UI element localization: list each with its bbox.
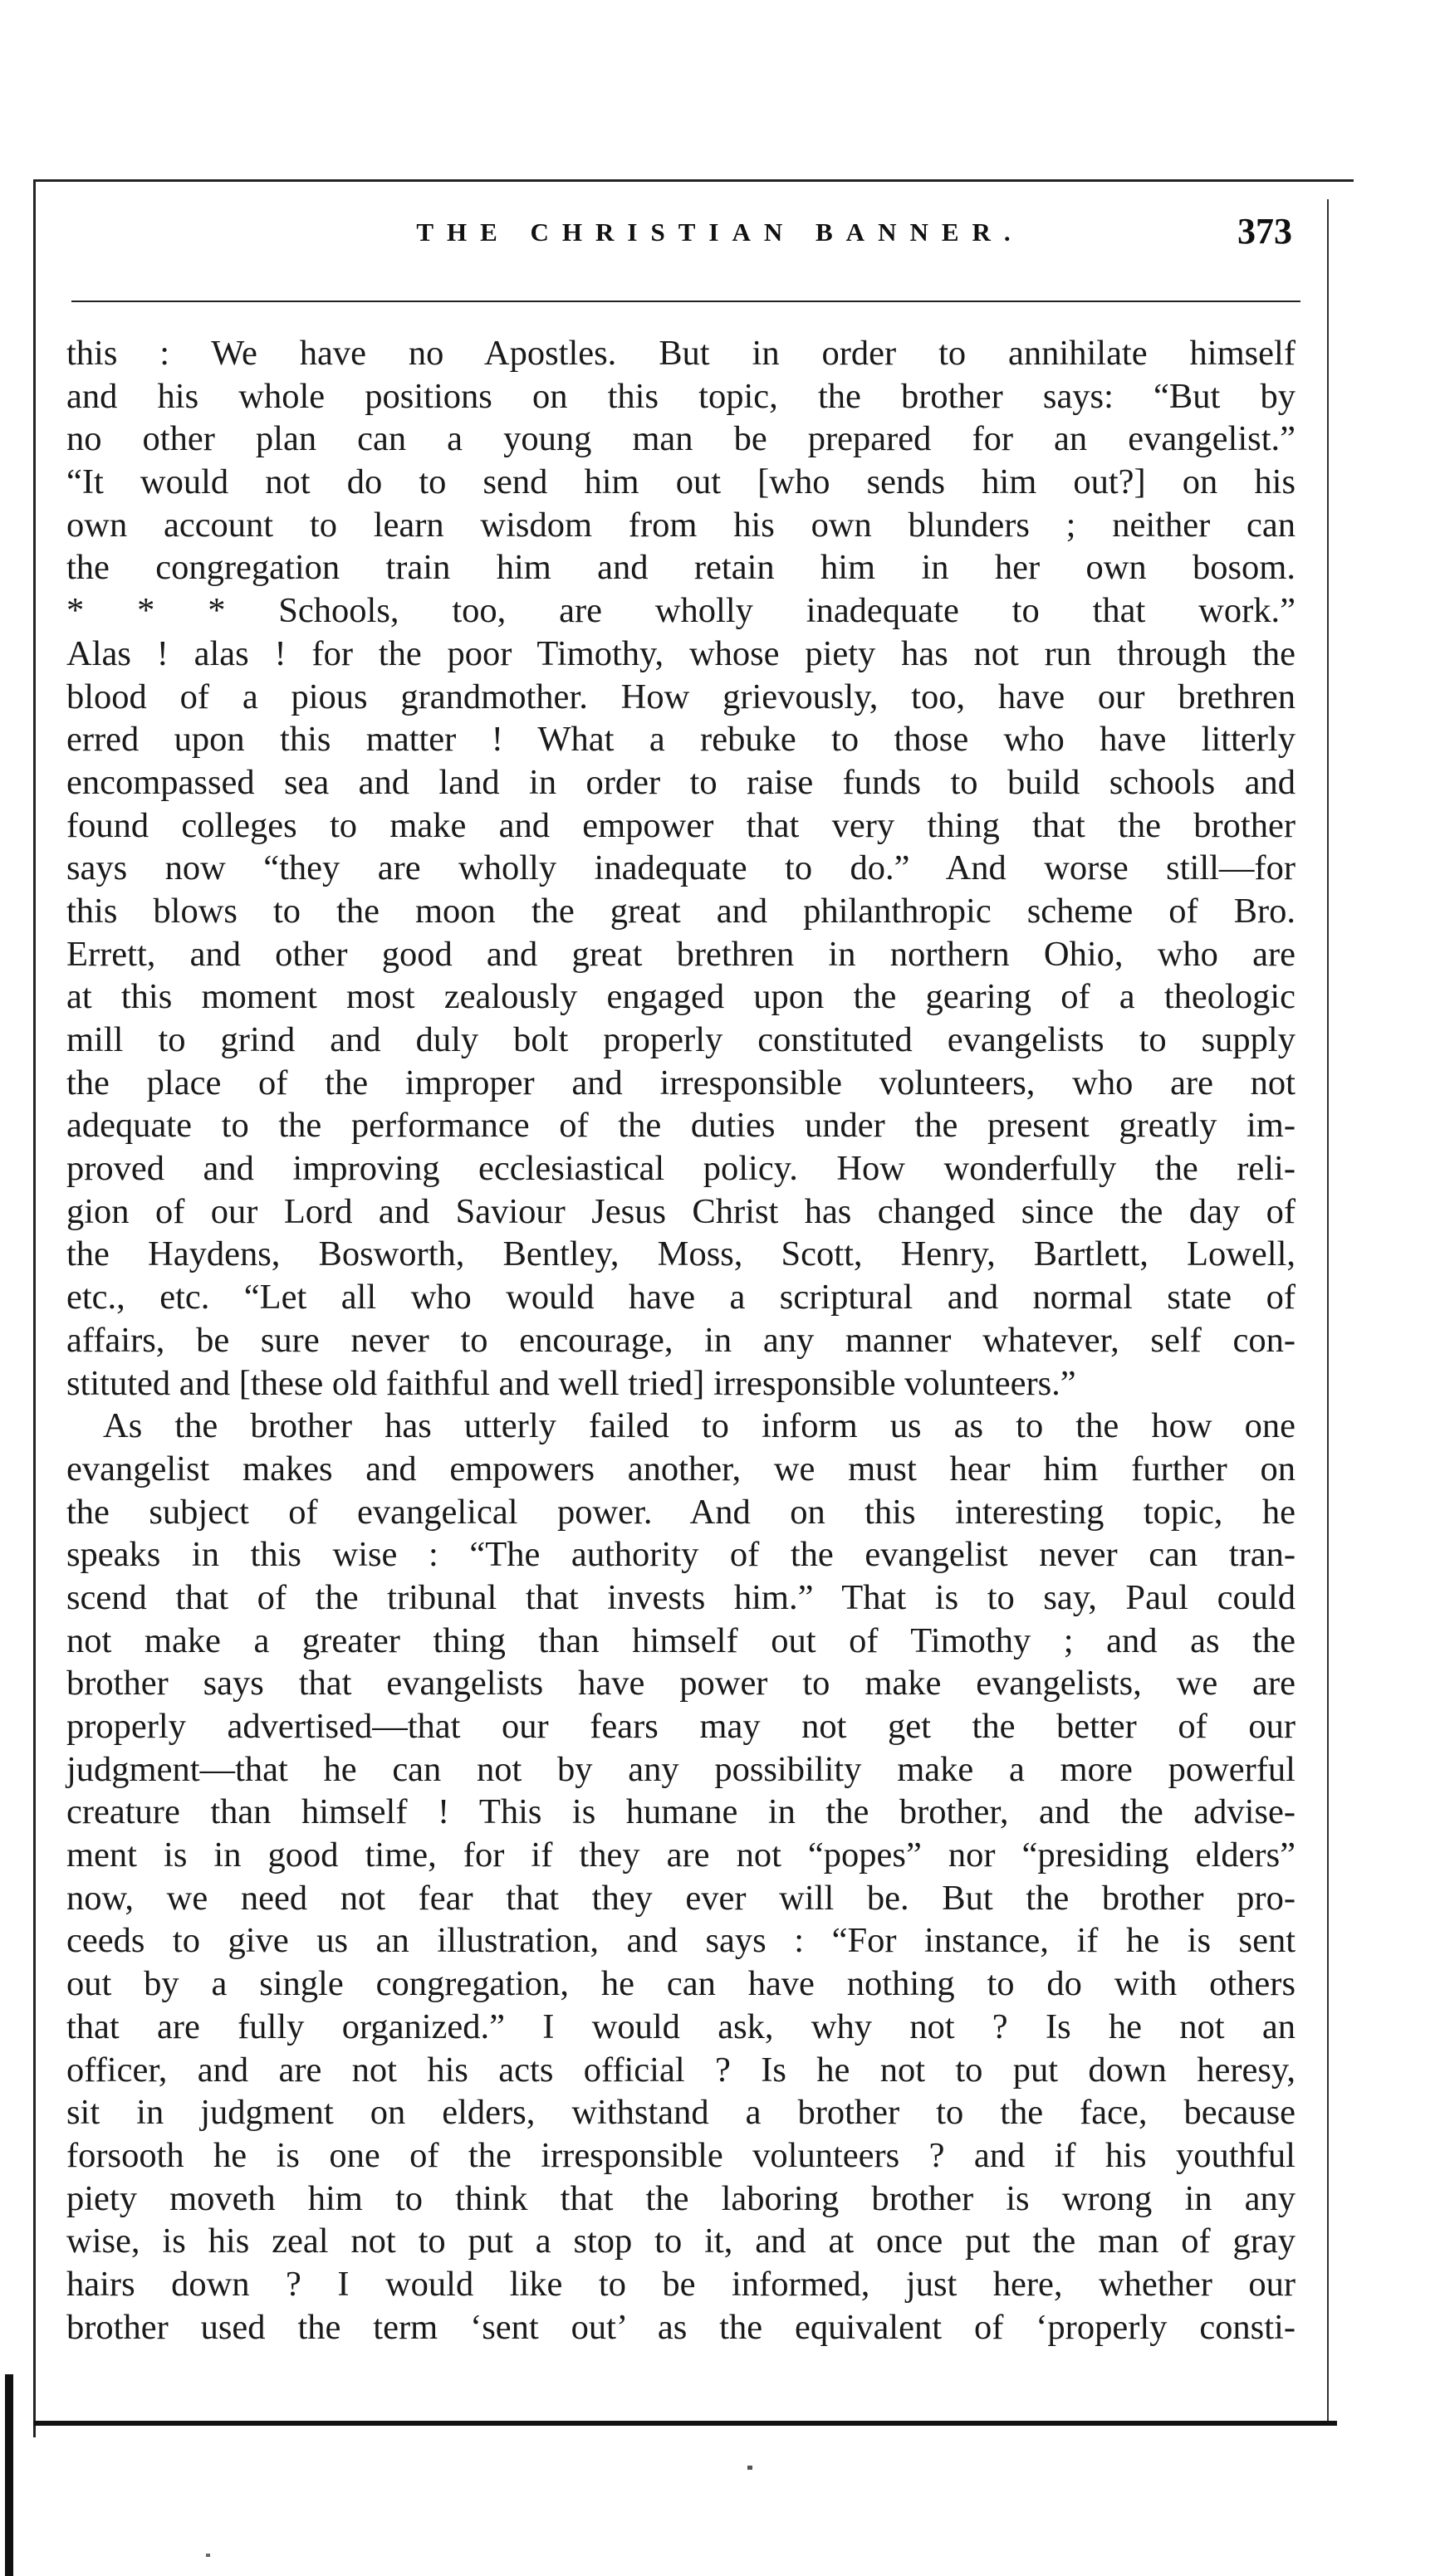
text-line: judgment—that he can not by any possibility make a more powerful (66, 1749, 1296, 1789)
binding-edge-bar (5, 2374, 13, 2576)
text-line: piety moveth him to think that the laboring brother is wrong in any (66, 2178, 1296, 2218)
text-line: wise, is his zeal not to put a stop to it, and at once put the man of gray (66, 2222, 1296, 2261)
text-line: properly advertised—that our fears may not get the better of our (66, 1707, 1296, 1746)
text-line: evangelist makes and empowers another, we must hear him further on (66, 1449, 1296, 1488)
text-line: hairs down ? I would like to be informed, just here, whether our (66, 2264, 1296, 2304)
page-frame-top-rule (33, 179, 1354, 182)
text-line: the subject of evangelical power. And on this interesting topic, he (66, 1492, 1296, 1532)
text-line: etc., etc. “Let all who would have a scriptural and normal state of (66, 1278, 1296, 1317)
text-line: this blows to the moon the great and philanthropic scheme of Bro. (66, 891, 1296, 931)
text-line: at this moment most zealously engaged upon the gearing of a theologic (66, 977, 1296, 1017)
text-line: adequate to the performance of the duties under the present greatly im- (66, 1106, 1296, 1146)
ink-speck (206, 2554, 210, 2557)
text-line: brother used the term ‘sent out’ as the equivalent of ‘properly consti- (66, 2307, 1296, 2347)
text-line: sit in judgment on elders, withstand a brother to the face, because (66, 2093, 1296, 2133)
page-number: 373 (1237, 211, 1292, 252)
text-line: own account to learn wisdom from his own blunders ; neither can (66, 505, 1296, 545)
text-line: * * * Schools, too, are wholly inadequate to that work.” (66, 591, 1296, 631)
text-line: Alas ! alas ! for the poor Timothy, whose piety has not run through the (66, 633, 1296, 673)
page-frame-left-rule (33, 179, 36, 2437)
text-line: Errett, and other good and great brethren in northern Ohio, who are (66, 934, 1296, 974)
header-rule (71, 301, 1300, 302)
text-line: now, we need not fear that they ever will be. But the brother pro- (66, 1878, 1296, 1918)
text-line: speaks in this wise : “The authority of the evangelist never can tran- (66, 1535, 1296, 1575)
text-line: that are fully organized.” I would ask, why not ? Is he not an (66, 2007, 1296, 2046)
text-line: As the brother has utterly failed to inform us as to the how one (103, 1406, 1296, 1446)
text-line: found colleges to make and empower that very thing that the brother (66, 805, 1296, 845)
text-line: says now “they are wholly inadequate to do.” And worse still—for (66, 848, 1296, 888)
page-frame-bottom-rule (33, 2421, 1337, 2426)
text-line: no other plan can a young man be prepared for an evangelist.” (66, 419, 1296, 459)
text-line: stituted and [these old faithful and well tried] irresponsible volunteers.” (66, 1363, 1076, 1403)
text-line: the Haydens, Bosworth, Bentley, Moss, Scott, Henry, Bartlett, Lowell, (66, 1234, 1296, 1274)
text-line: and his whole positions on this topic, the brother says: “But by (66, 376, 1296, 416)
body-text (66, 332, 1296, 2349)
text-line: this : We have no Apostles. But in order to annihilate himself (66, 334, 1296, 373)
text-line: ceeds to give us an illustration, and says : “For instance, if he is sent (66, 1921, 1296, 1961)
text-line: affairs, be sure never to encourage, in any manner whatever, self con- (66, 1320, 1296, 1360)
text-line: gion of our Lord and Saviour Jesus Christ has changed since the day of (66, 1191, 1296, 1231)
text-line: mill to grind and duly bolt properly constituted evangelists to supply (66, 1020, 1296, 1059)
ink-speck (747, 2466, 752, 2470)
text-line: encompassed sea and land in order to raise funds to build schools and (66, 762, 1296, 802)
text-line: erred upon this matter ! What a rebuke to those who have litterly (66, 720, 1296, 760)
text-line: not make a greater thing than himself out of Timothy ; and as the (66, 1620, 1296, 1660)
text-line: blood of a pious grandmother. How grievously, too, have our brethren (66, 677, 1296, 716)
text-line: forsooth he is one of the irresponsible volunteers ? and if his youthful (66, 2135, 1296, 2175)
text-line: brother says that evangelists have power to make evangelists, we are (66, 1664, 1296, 1703)
running-head: THE CHRISTIAN BANNER. (416, 218, 1024, 247)
text-line: ment is in good time, for if they are not “popes” nor “presiding elders” (66, 1835, 1296, 1875)
text-line: out by a single congregation, he can have nothing to do with others (66, 1964, 1296, 2004)
text-line: “It would not do to send him out [who sends him out?] on his (66, 462, 1296, 502)
text-line: proved and improving ecclesiastical policy. How wonderfully the reli- (66, 1149, 1296, 1189)
text-line: the congregation train him and retain him in her own bosom. (66, 548, 1296, 588)
text-line: officer, and are not his acts official ? Is he not to put down heresy, (66, 2050, 1296, 2090)
text-line: creature than himself ! This is humane in the brother, and the advise- (66, 1792, 1296, 1832)
text-line: the place of the improper and irresponsible volunteers, who are not (66, 1063, 1296, 1102)
page-frame-right-rule (1327, 199, 1329, 2424)
text-line: scend that of the tribunal that invests him.” That is to say, Paul could (66, 1577, 1296, 1617)
